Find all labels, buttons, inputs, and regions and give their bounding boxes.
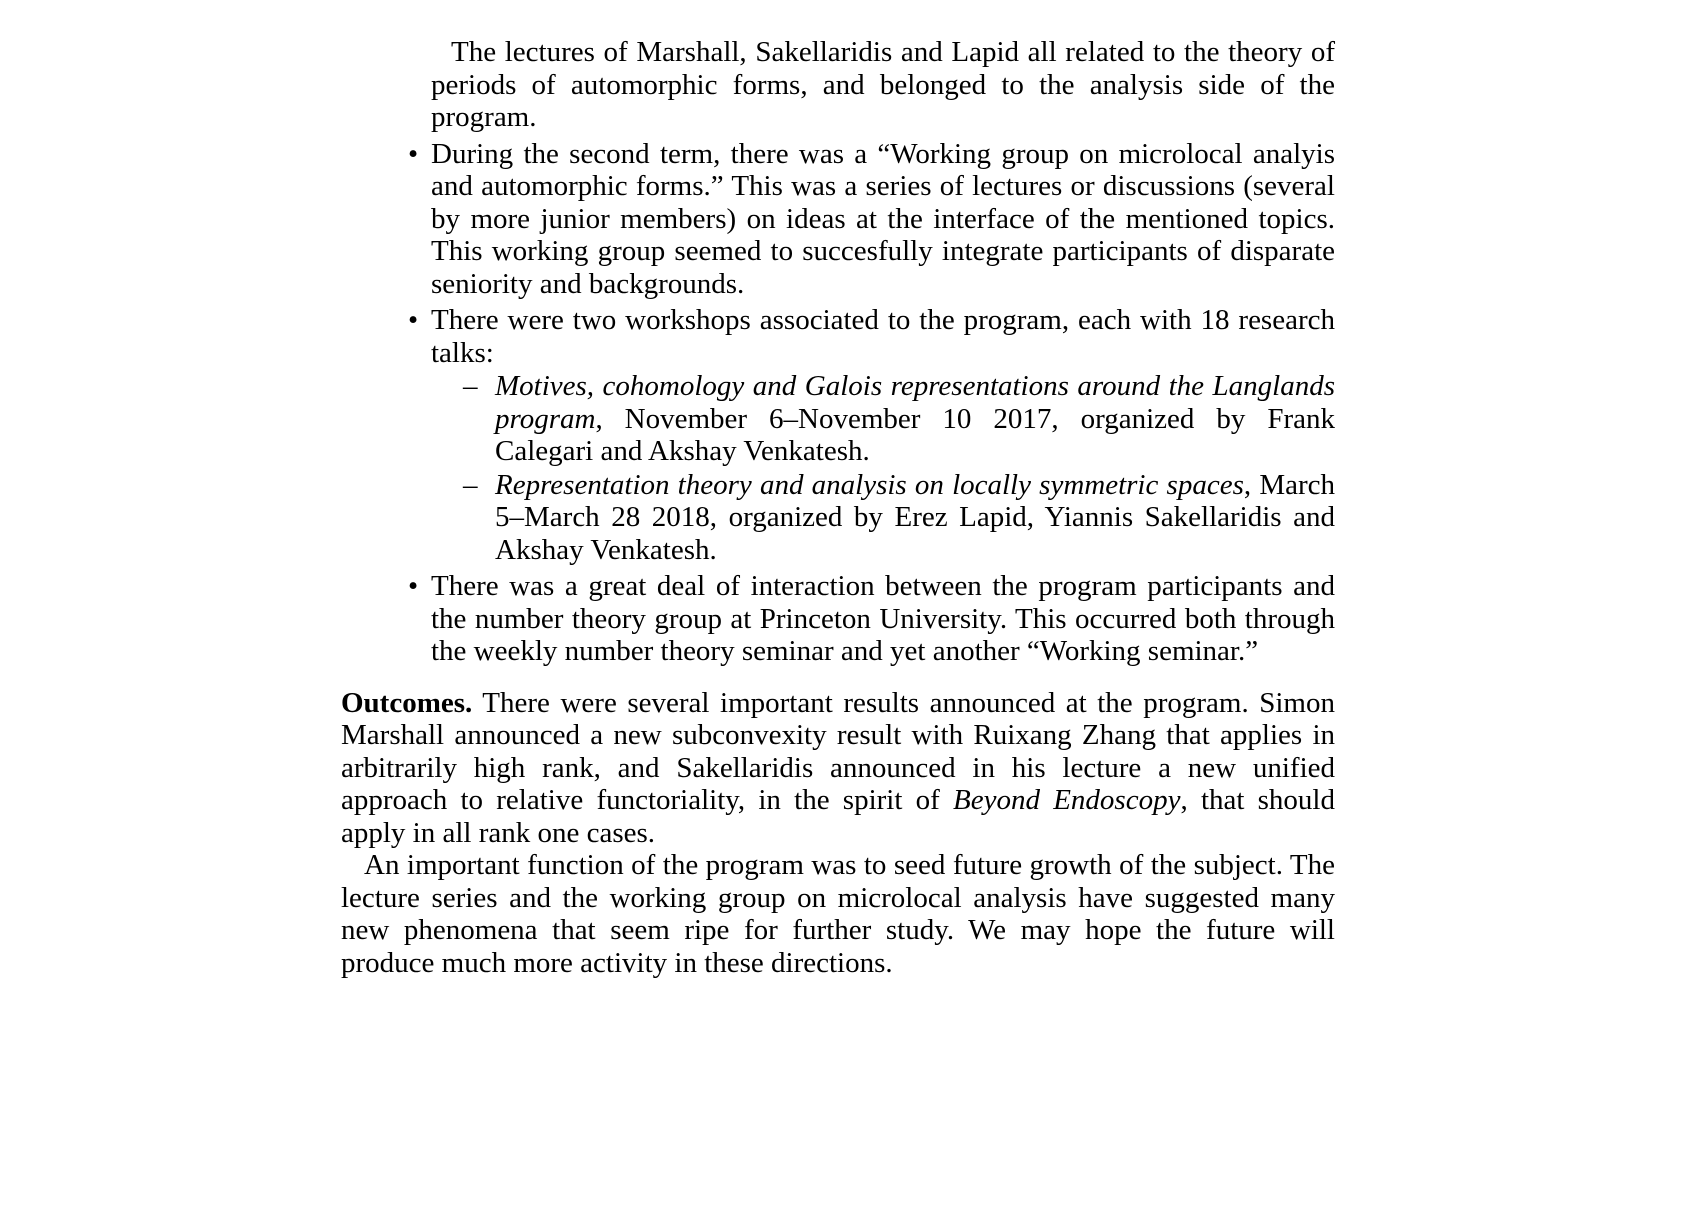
outcomes-text-after: , that should apply in all rank one cases. bbox=[341, 784, 1335, 849]
sub-list-item-text bbox=[495, 469, 1335, 567]
closing-paragraph: An important function of the program was to seed future growth of the subject. The lecture series and the working group on microlocal analysis have suggested many new phenomena that seem ripe for further study. We may hope the future will produce much more activity in these directions. bbox=[341, 849, 1335, 979]
workshop-title: Representation theory and analysis on locally symmetric spaces bbox=[495, 468, 1244, 501]
dash-marker: – bbox=[463, 468, 478, 501]
list-item bbox=[408, 304, 1335, 566]
sub-list-item-text bbox=[495, 370, 1335, 468]
bullet-marker: • bbox=[408, 570, 419, 602]
dash-marker: – bbox=[463, 370, 478, 402]
list-item-text: During the second term, there was a “Working group on microlocal analyis and automorphic forms.” This was a series of lectures or discussions (several by more junior members) on ideas at the interface of the mentioned topics. This working group seemed to succesfully integrate participants of disparate seniority and backgrounds. bbox=[431, 137, 1335, 300]
list-item bbox=[408, 137, 1335, 301]
outcomes-text-before: There were several important results announced at the program. Simon Marshall announced a new subconvexity result with Ruixang Zhang that applies in arbitrarily high rank, and Sakellaridis announced in his lecture a new unified approach to relative functoriality, in the spirit of bbox=[341, 686, 1335, 816]
workshop-details: , November 6–November 10 2017, organized by Frank Calegari and Akshay Venkatesh. bbox=[495, 402, 1335, 467]
beyond-endoscopy-italic: Beyond Endoscopy bbox=[953, 784, 1181, 816]
sub-list-item bbox=[463, 468, 1335, 567]
bullet-marker: • bbox=[408, 304, 419, 336]
outcomes-label: Outcomes. bbox=[341, 686, 473, 719]
sub-list-item bbox=[463, 370, 1335, 468]
outcomes-paragraph bbox=[341, 687, 1335, 850]
workshop-title: Motives, cohomology and Galois representations around the Langlands program bbox=[495, 370, 1335, 435]
intro-paragraph: The lectures of Marshall, Sakellaridis and Lapid all related to the theory of periods of automorphic forms, and belonged to the analysis side of the program. bbox=[431, 36, 1335, 133]
workshop-details: , March 5–March 28 2018, organized by Erez Lapid, Yiannis Sakellaridis and Akshay Venkatesh. bbox=[495, 468, 1335, 566]
list-item bbox=[408, 570, 1335, 668]
bullet-marker: • bbox=[408, 137, 419, 170]
document-page bbox=[341, 36, 1335, 979]
list-item-text: There was a great deal of interaction between the program participants and the number theory group at Princeton University. This occurred both through the weekly number theory seminar and yet another “Working seminar.” bbox=[431, 570, 1335, 667]
list-item-text: There were two workshops associated to the program, each with 18 research talks: bbox=[431, 304, 1335, 369]
